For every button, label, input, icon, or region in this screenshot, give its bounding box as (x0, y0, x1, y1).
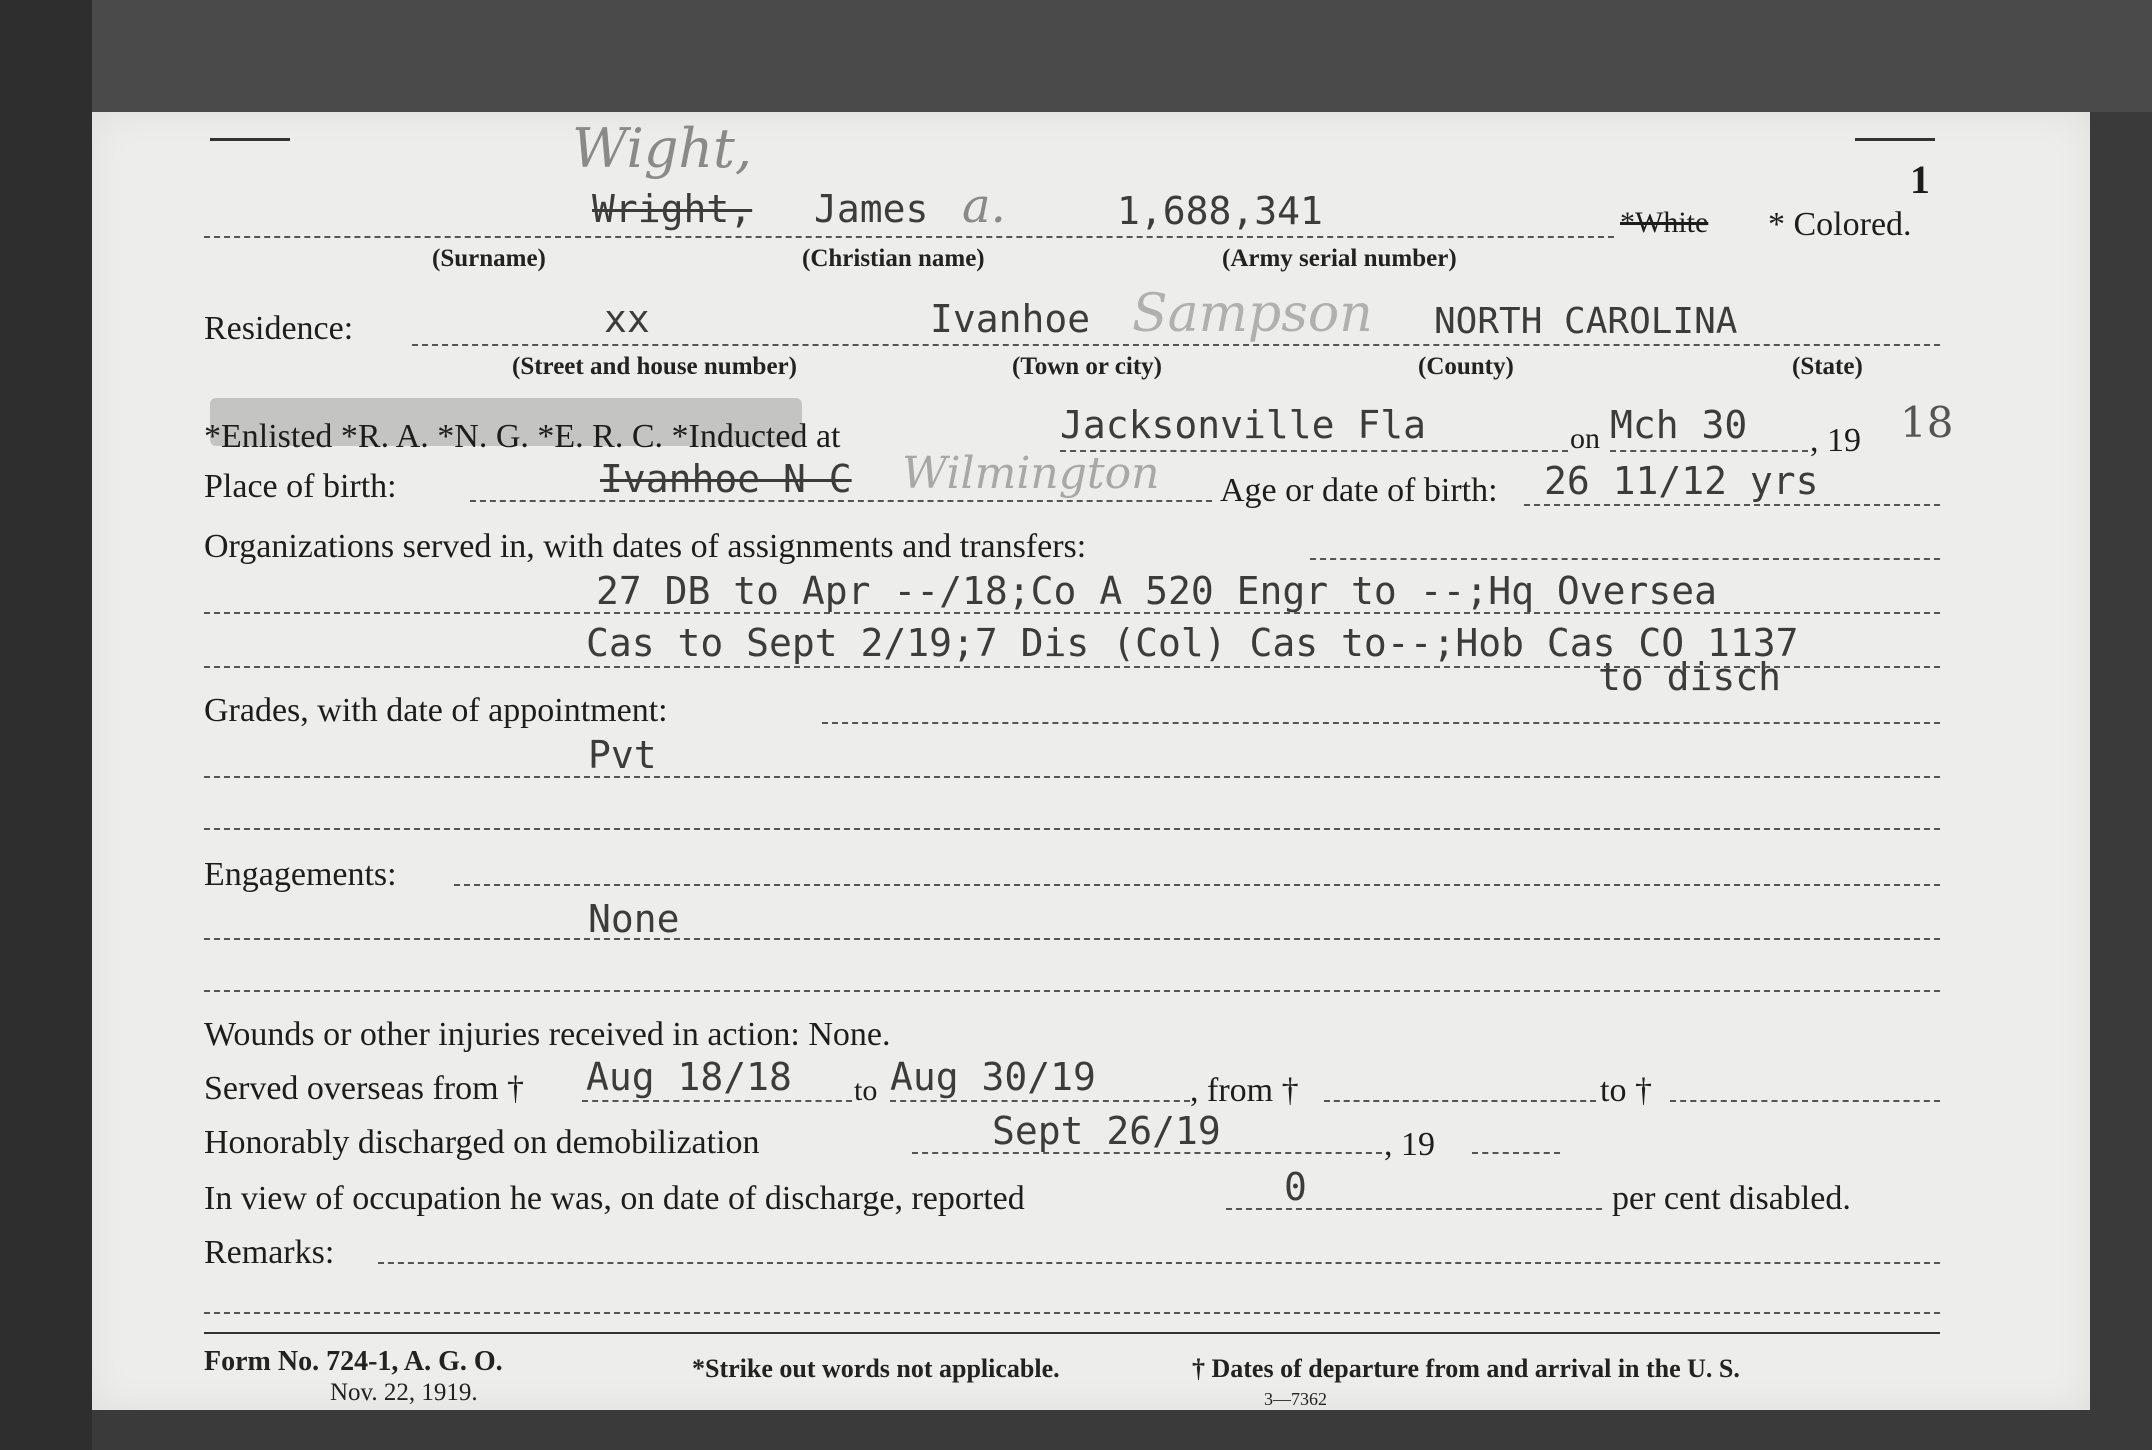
grades-label-line (822, 722, 1940, 724)
age-line (1524, 504, 1940, 506)
form-date: Nov. 22, 1919. (330, 1379, 478, 1406)
race-white-struck: *White (1620, 206, 1709, 239)
discharge-date: Sept 26/19 (992, 1109, 1221, 1153)
organizations-label-line (1310, 558, 1940, 560)
residence-label: Residence: (204, 310, 354, 347)
overseas-from-date: Aug 18/18 (586, 1055, 792, 1099)
engagements-rule-2 (204, 990, 1940, 992)
place-of-birth-label: Place of birth: (204, 468, 397, 505)
handwritten-surname-correction: Wight, (572, 117, 753, 180)
middle-initial-handwritten: a. (962, 178, 1006, 234)
grade-value: Pvt (588, 733, 657, 777)
remarks-label: Remarks: (204, 1234, 335, 1271)
caption-surname: (Surname) (432, 245, 546, 272)
top-left-rule (210, 138, 290, 141)
birth-place-struck: Ivanhoe N C (600, 457, 852, 501)
organizations-label: Organizations served in, with dates of assignments and transfers: (204, 528, 1087, 565)
grades-label: Grades, with date of appointment: (204, 692, 668, 729)
overseas-to-date: Aug 30/19 (890, 1055, 1096, 1099)
residence-state: NORTH CAROLINA (1434, 301, 1738, 342)
grades-rule-1 (204, 776, 1940, 778)
residence-town: Ivanhoe (930, 297, 1091, 341)
induction-year: 18 (1900, 398, 1954, 447)
inducted-at-place: Jacksonville Fla (1060, 403, 1427, 447)
overseas-to2-line (1670, 1100, 1940, 1102)
army-serial-number: 1,688,341 (1117, 189, 1323, 233)
footnote-strike-out: *Strike out words not applicable. (692, 1354, 1060, 1383)
caption-christian-name: (Christian name) (802, 245, 985, 272)
caption-county: (County) (1418, 353, 1514, 380)
disability-suffix: per cent disabled. (1612, 1180, 1851, 1217)
discharge-label: Honorably discharged on demobilization (204, 1124, 760, 1161)
organizations-line-3: to disch (1598, 655, 1782, 699)
caption-town: (Town or city) (1012, 353, 1162, 380)
disability-line (1226, 1208, 1602, 1210)
print-code: 3—7362 (1264, 1389, 1327, 1409)
overseas-from-line (582, 1100, 852, 1102)
overseas-from2-line (1324, 1100, 1596, 1102)
surname-typed: Wright, (592, 187, 753, 231)
engagements-label-line (454, 884, 1940, 886)
overseas-to-label: to (854, 1074, 878, 1107)
top-right-rule (1855, 138, 1935, 141)
scan-background-top (0, 0, 2152, 112)
on-label: on (1570, 422, 1600, 455)
age-value: 26 11/12 yrs (1544, 459, 1819, 503)
enlisted-label: *Enlisted *R. A. *N. G. *E. R. C. *Inducted at (204, 418, 841, 455)
caption-serial-number: (Army serial number) (1222, 245, 1457, 272)
footnote-dates: † Dates of departure from and arrival in the U. S. (1192, 1354, 1740, 1383)
organizations-line-2: Cas to Sept 2/19;7 Dis (Col) Cas to--;Hob Cas CO 1137 (586, 621, 1799, 665)
year-prefix: , 19 (1810, 422, 1861, 459)
residence-line (412, 344, 1940, 346)
organizations-rule-2 (204, 666, 1940, 668)
race-colored: * Colored. (1768, 206, 1912, 243)
organizations-rule-1 (204, 612, 1940, 614)
name-line (204, 236, 1614, 238)
discharge-year-line (1472, 1152, 1560, 1154)
service-record-card (92, 112, 2090, 1410)
grades-rule-2 (204, 828, 1940, 830)
footer-rule (204, 1332, 1940, 1334)
remarks-line (378, 1262, 1940, 1264)
discharge-date-line (912, 1152, 1382, 1154)
christian-name-typed: James (814, 187, 929, 231)
overseas-to-line (890, 1100, 1190, 1102)
residence-street: xx (604, 297, 650, 341)
scan-background-left (0, 0, 92, 1450)
caption-state: (State) (1792, 353, 1863, 380)
residence-county-handwritten: Sampson (1132, 284, 1373, 344)
wounds-label: Wounds or other injuries received in action: None. (204, 1016, 891, 1053)
overseas-to2-label: to † (1600, 1072, 1652, 1109)
discharge-year-label: , 19 (1384, 1126, 1435, 1163)
age-label: Age or date of birth: (1220, 472, 1498, 509)
overseas-from2-label: , from † (1190, 1072, 1299, 1109)
engagements-value: None (588, 897, 680, 941)
disability-label: In view of occupation he was, on date of discharge, reported (204, 1180, 1025, 1217)
induction-date-line (1610, 450, 1808, 452)
induction-date: Mch 30 (1610, 403, 1748, 447)
birth-place-line (470, 500, 1212, 502)
organizations-line-1: 27 DB to Apr --/18;Co A 520 Engr to --;Hq Oversea (596, 569, 1718, 613)
birth-place-handwritten: Wilmington (902, 448, 1160, 499)
engagements-label: Engagements: (204, 856, 397, 893)
card-number: 1 (1910, 157, 1930, 202)
form-number: Form No. 724-1, A. G. O. (204, 1346, 503, 1377)
remarks-rule-2 (204, 1312, 1940, 1314)
overseas-label: Served overseas from † (204, 1070, 525, 1107)
engagements-rule-1 (204, 938, 1940, 940)
disability-value: 0 (1284, 1165, 1307, 1209)
caption-street: (Street and house number) (512, 353, 797, 380)
